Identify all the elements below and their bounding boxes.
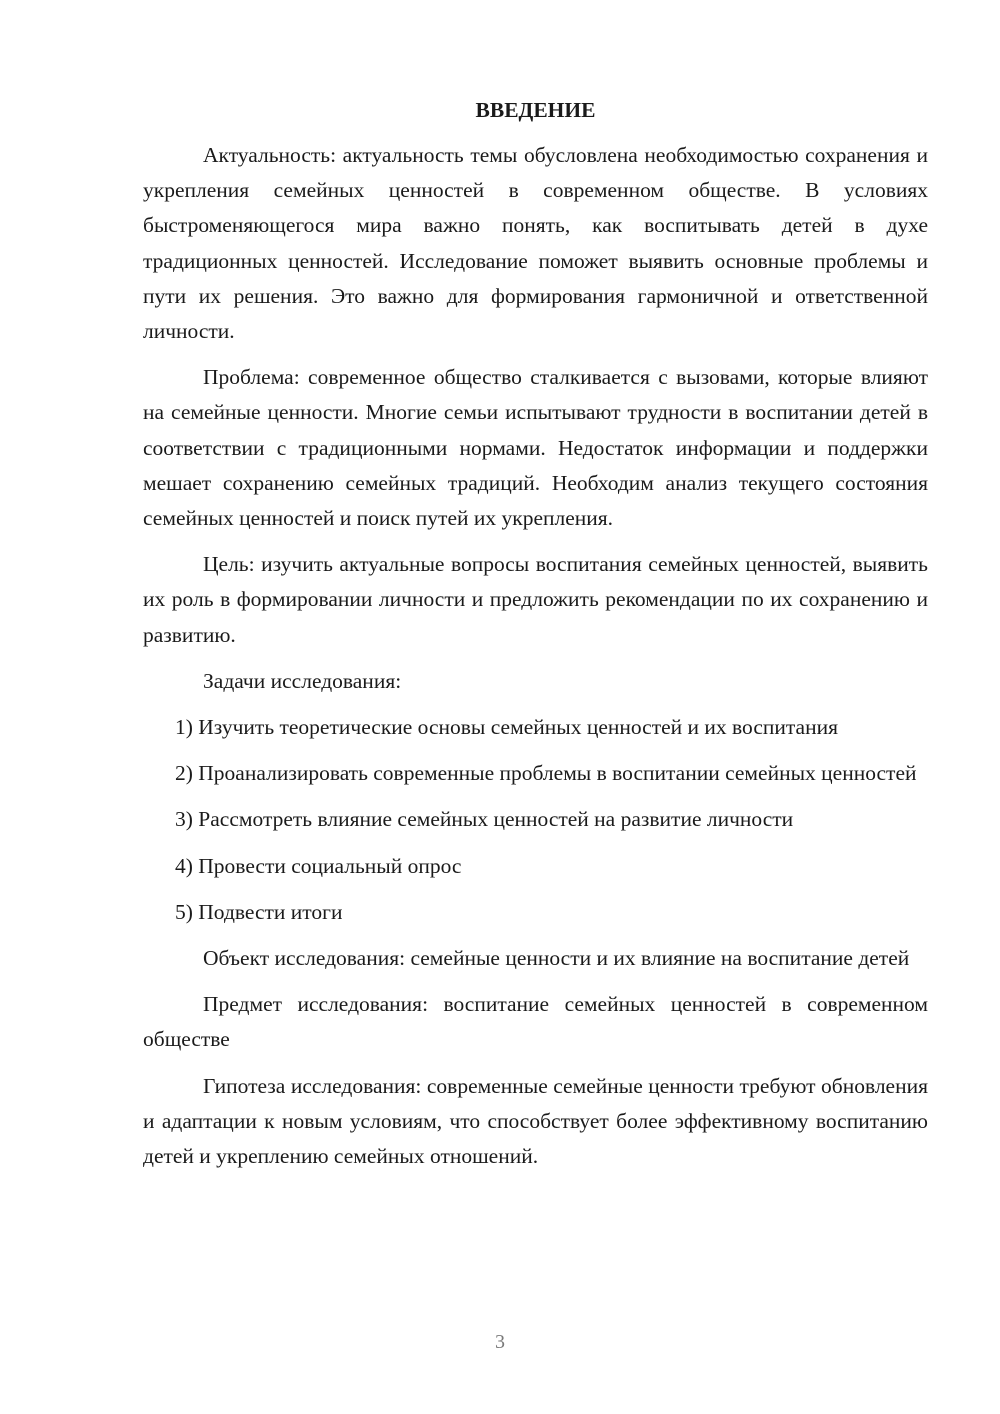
page-title: ВВЕДЕНИЕ — [475, 98, 596, 122]
document-page — [143, 92, 928, 1185]
tasks-heading: Задачи исследования: — [203, 668, 402, 693]
task-item-2: 2) Проанализировать современные проблемы в воспитании семейных ценностей — [175, 761, 917, 786]
paragraph-goal: Цель: изучить актуальные вопросы воспитания семейных ценностей, выявить их роль в формировании личности и предложить рекомендации по их сохранению и развитию. — [143, 552, 928, 647]
task-item-3: 3) Рассмотреть влияние семейных ценностей на развитие личности — [175, 807, 794, 832]
task-item-5: 5) Подвести итоги — [175, 899, 343, 924]
paragraph-hypothesis: Гипотеза исследования: современные семейные ценности требуют обновления и адаптации к новым условиям, что способствует более эффективному воспитанию детей и укреплению семейных отношений. — [143, 1073, 928, 1169]
page-number: 3 — [495, 1331, 505, 1353]
task-item-1: 1) Изучить теоретические основы семейных ценностей и их воспитания — [175, 715, 838, 740]
paragraph-relevance: Актуальность: актуальность темы обусловлена необходимостью сохранения и укрепления семейных ценностей в современном обществе. В условиях быстроменяющегося мира важно понять, как воспитывать детей в духе традиционных ценностей. Исследование поможет выявить основные проблемы и пути их решения. Это важно для формирования гармоничной и ответственной личности. — [143, 143, 928, 344]
paragraph-object: Объект исследования: семейные ценности и их влияние на воспитание детей — [203, 946, 910, 971]
paragraph-subject: Предмет исследования: воспитание семейных ценностей в современном обществе — [143, 992, 928, 1052]
paragraph-problem: Проблема: современное общество сталкивается с вызовами, которые влияют на семейные ценности. Многие семьи испытывают трудности в воспитании детей в соответствии с традиционными нормами. Недостаток информации и поддержки мешает сохранению семейных традиций. Необходим анализ текущего состояния семейных ценностей и поиск путей их укрепления. — [143, 365, 928, 531]
task-item-4: 4) Провести социальный опрос — [175, 853, 462, 878]
